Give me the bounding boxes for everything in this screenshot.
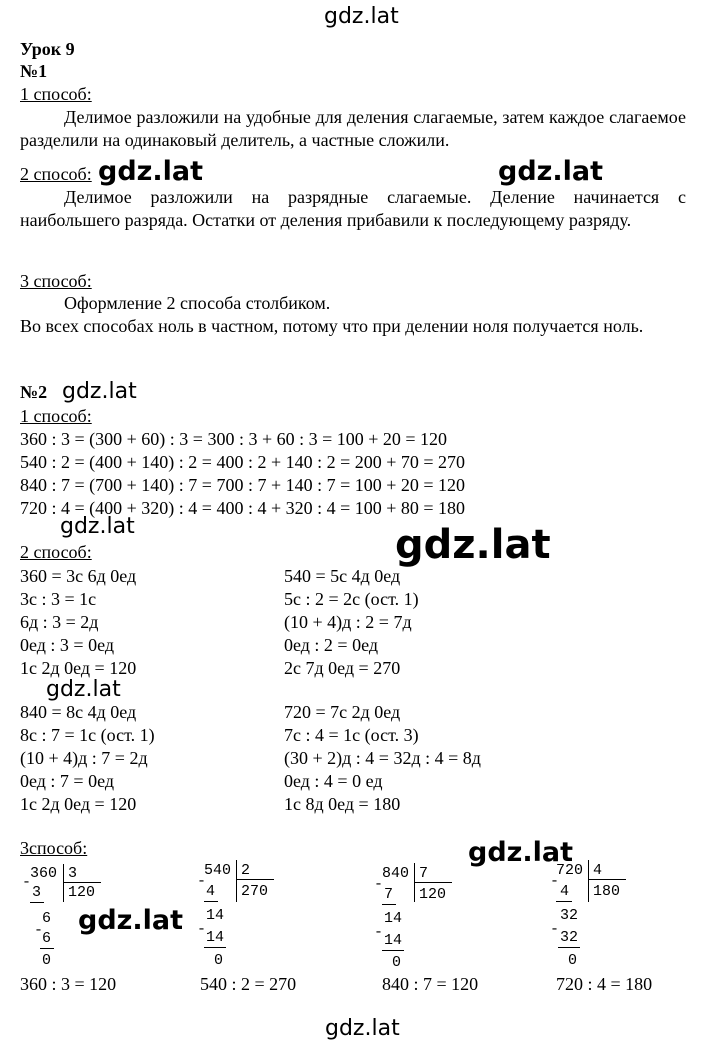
- way2-left1-line: 6д : 3 = 2д: [20, 612, 99, 632]
- task1-way2-label: 2 способ:: [20, 164, 92, 184]
- way2-left1-line: 1с 2д 0ед = 120: [20, 658, 137, 678]
- quotient: 270: [241, 883, 269, 900]
- subtrahend-1: 4: [560, 883, 570, 900]
- way2-right1-line: (10 + 4)д : 2 = 7д: [284, 612, 412, 632]
- way2-right2-line: 7с : 4 = 1с (ост. 3): [284, 725, 419, 745]
- remainder-final: 0: [42, 952, 52, 969]
- watermark-columns: gdz.lat: [468, 837, 574, 868]
- task2-way3-label: 3способ:: [20, 838, 88, 858]
- quotient: 120: [419, 886, 447, 903]
- minus-sign: -: [22, 874, 32, 891]
- task1-title: №1: [20, 61, 48, 81]
- task1-way1-text: Делимое разложили на удобные для деления слагаемые, затем каждое слагаемое разделили на одинаковый делитель, а частные сложили.: [20, 107, 686, 150]
- way2-right2-line: 0ед : 4 = 0 ед: [284, 771, 383, 791]
- watermark-mid-right: gdz.lat: [498, 156, 604, 187]
- watermark-bottom: gdz.lat: [325, 1016, 400, 1041]
- dividend: 720: [556, 862, 584, 879]
- dividend: 540: [204, 862, 232, 879]
- watermark-way2b: gdz.lat: [46, 677, 121, 702]
- minus-sign: -: [197, 921, 207, 938]
- minus-sign: -: [34, 922, 44, 939]
- way2-right2-line: (30 + 2)д : 4 = 32д : 4 = 8д: [284, 748, 481, 768]
- task1-way3-text2: Во всех способах ноль в частном, потому что при делении ноля получается ноль.: [20, 316, 644, 336]
- task2-way1-line: 720 : 4 = (400 + 320) : 4 = 400 : 4 + 320 : 4 = 100 + 80 = 180: [20, 498, 466, 518]
- watermark-task2: gdz.lat: [62, 379, 137, 404]
- column-result: 540 : 2 = 270: [200, 974, 297, 994]
- division-bracket-vertical: [236, 860, 237, 902]
- subtraction-line: [40, 948, 54, 949]
- division-bracket-horizontal: [588, 879, 626, 880]
- dividend: 840: [382, 865, 410, 882]
- watermark-columns-left: gdz.lat: [78, 905, 184, 936]
- remainder-1: 14: [206, 907, 225, 924]
- watermark-big: gdz.lat: [395, 522, 551, 568]
- remainder-1: 6: [42, 910, 52, 927]
- watermark-mid-left: gdz.lat: [98, 156, 204, 187]
- way2-left1-line: 3с : 3 = 1с: [20, 589, 97, 609]
- way2-left2-line: 8с : 7 = 1с (ост. 1): [20, 725, 155, 745]
- column-result: 840 : 7 = 120: [382, 974, 479, 994]
- minus-sign: -: [374, 876, 384, 893]
- task1-way2-text: Делимое разложили на разрядные слагаемые. Деление начинается с наибольшего разряда. Остатки от деления прибавили к последующему разряду.: [20, 187, 686, 230]
- task2-way1-line: 360 : 3 = (300 + 60) : 3 = 300 : 3 + 60 : 3 = 100 + 20 = 120: [20, 429, 448, 449]
- minus-sign: -: [374, 924, 384, 941]
- subtrahend-2: 14: [384, 932, 403, 949]
- task2-way1-line: 540 : 2 = (400 + 140) : 2 = 400 : 2 + 140 : 2 = 200 + 70 = 270: [20, 452, 466, 472]
- division-bracket-horizontal: [63, 882, 101, 883]
- task1-way3-text1: Оформление 2 способа столбиком.: [64, 293, 331, 313]
- subtraction-line: [204, 947, 226, 948]
- way2-right2-line: 1с 8д 0ед = 180: [284, 794, 401, 814]
- way2-right2-line: 720 = 7с 2д 0ед: [284, 702, 401, 722]
- task2-way1-line: 840 : 7 = (700 + 140) : 7 = 700 : 7 + 140 : 7 = 100 + 20 = 120: [20, 475, 466, 495]
- way2-left2-line: (10 + 4)д : 7 = 2д: [20, 748, 148, 768]
- remainder-final: 0: [392, 954, 402, 971]
- divisor: 4: [593, 862, 603, 879]
- way2-left1-line: 360 = 3с 6д 0ед: [20, 566, 137, 586]
- subtraction-line: [382, 904, 396, 905]
- way2-right1-line: 540 = 5с 4д 0ед: [284, 566, 401, 586]
- remainder-1: 32: [560, 907, 579, 924]
- watermark-after-list: gdz.lat: [60, 514, 135, 539]
- subtrahend-2: 6: [42, 930, 52, 947]
- minus-sign: -: [550, 873, 560, 890]
- way2-right1-line: 5с : 2 = 2с (ост. 1): [284, 589, 419, 609]
- minus-sign: -: [550, 921, 560, 938]
- task2-title: №2: [20, 382, 48, 402]
- subtraction-line: [558, 947, 580, 948]
- column-result: 720 : 4 = 180: [556, 974, 653, 994]
- way2-left1-line: 0ед : 3 = 0ед: [20, 635, 114, 655]
- lesson-title: Урок 9: [20, 39, 75, 59]
- remainder-1: 14: [384, 910, 403, 927]
- task2-way1-label: 1 способ:: [20, 406, 92, 426]
- divisor: 2: [241, 862, 251, 879]
- subtraction-line: [204, 901, 218, 902]
- subtraction-line: [382, 950, 404, 951]
- column-result: 360 : 3 = 120: [20, 974, 117, 994]
- task2-way2-label: 2 способ:: [20, 542, 92, 562]
- way2-left2-line: 0ед : 7 = 0ед: [20, 771, 114, 791]
- task1-way1-label: 1 способ:: [20, 84, 92, 104]
- division-bracket-horizontal: [414, 882, 452, 883]
- subtraction-line: [556, 901, 572, 902]
- watermark-top: gdz.lat: [324, 4, 399, 29]
- task1-way3-label: 3 способ:: [20, 271, 92, 291]
- subtrahend-1: 7: [384, 886, 394, 903]
- way2-left2-line: 1с 2д 0ед = 120: [20, 794, 137, 814]
- dividend: 360: [30, 865, 58, 882]
- subtrahend-1: 4: [206, 883, 216, 900]
- way2-right1-line: 2с 7д 0ед = 270: [284, 658, 401, 678]
- divisor: 3: [68, 865, 78, 882]
- subtrahend-2: 32: [560, 929, 579, 946]
- way2-right1-line: 0ед : 2 = 0ед: [284, 635, 378, 655]
- subtrahend-1: 3: [32, 884, 42, 901]
- remainder-final: 0: [214, 952, 224, 969]
- quotient: 180: [593, 883, 621, 900]
- minus-sign: -: [197, 873, 207, 890]
- subtraction-line: [30, 902, 44, 903]
- division-bracket-vertical: [63, 864, 64, 902]
- divisor: 7: [419, 865, 429, 882]
- division-bracket-horizontal: [236, 879, 274, 880]
- way2-left2-line: 840 = 8с 4д 0ед: [20, 702, 137, 722]
- subtrahend-2: 14: [206, 929, 225, 946]
- division-bracket-vertical: [588, 860, 589, 902]
- remainder-final: 0: [568, 952, 578, 969]
- quotient: 120: [68, 884, 96, 901]
